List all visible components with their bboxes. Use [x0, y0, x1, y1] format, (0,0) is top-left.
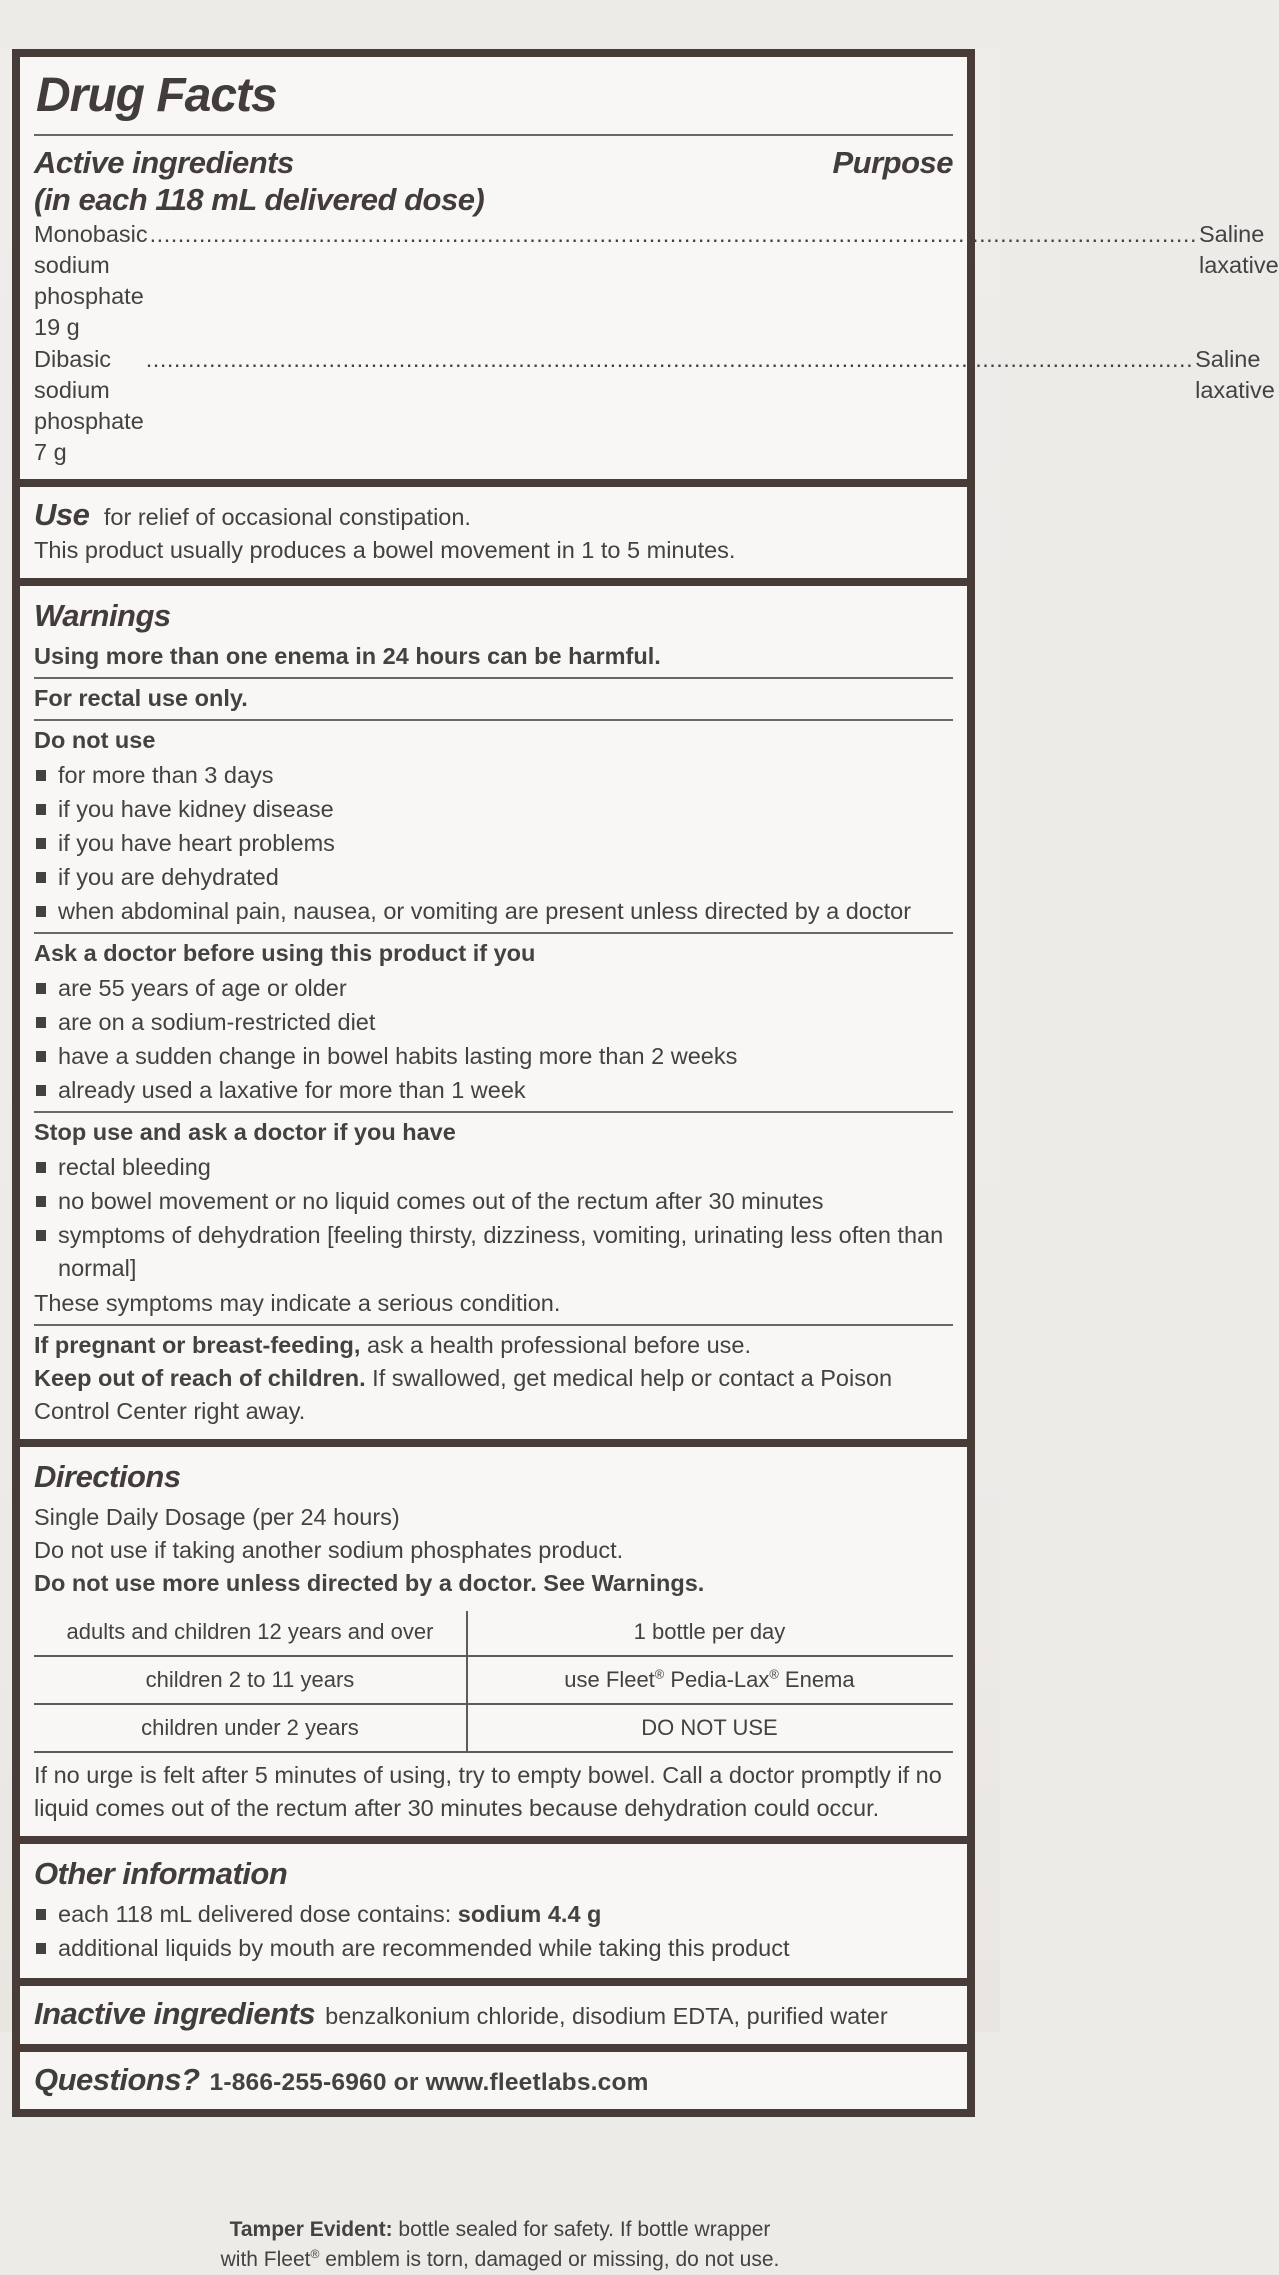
inactive-ingredients-text: benzalkonium chloride, disodium EDTA, purified water	[325, 2003, 888, 2029]
divider	[34, 1324, 953, 1326]
sodium-statement: each 118 mL delivered dose contains:	[58, 1901, 458, 1927]
dotted-leader	[146, 344, 1193, 375]
use-text: for relief of occasional constipation.	[97, 504, 471, 530]
list-item-text: if you have heart problems	[58, 830, 335, 856]
square-bullet-icon	[36, 1943, 46, 1954]
divider	[34, 677, 953, 679]
directions-line-3: Do not use more unless directed by a doctor. See Warnings.	[34, 1570, 705, 1596]
list-item	[34, 1151, 953, 1184]
dose-text: Enema	[778, 1667, 855, 1692]
dosage-table	[34, 1609, 953, 1753]
keep-out-of-reach-rest: If swallowed, get medical help or contact a Poison Control Center right away.	[34, 1365, 893, 1424]
tamper-evident-label: Tamper Evident:	[229, 2218, 393, 2241]
tamper-evident-text: emblem is torn, damaged or missing, do not use.	[319, 2248, 780, 2271]
list-item	[34, 861, 953, 894]
directions-heading: Directions	[34, 1459, 181, 1494]
list-item-text: symptoms of dehydration [feeling thirsty, dizziness, vomiting, urinating less often than normal]	[58, 1222, 944, 1281]
list-item-text: have a sudden change in bowel habits lasting more than 2 weeks	[58, 1043, 738, 1069]
square-bullet-icon	[36, 1085, 46, 1096]
square-bullet-icon	[36, 1051, 46, 1062]
section-use	[20, 487, 967, 586]
purpose-heading: Purpose	[832, 145, 953, 180]
questions-heading: Questions?	[34, 2062, 200, 2097]
table-column-divider	[466, 1611, 468, 1751]
square-bullet-icon	[36, 1162, 46, 1173]
pregnant-warning	[34, 1329, 953, 1362]
tamper-evident-notice	[0, 2215, 1000, 2275]
dose-text: use Fleet	[564, 1667, 655, 1692]
square-bullet-icon	[36, 838, 46, 849]
active-ingredients-heading: Active ingredients	[34, 145, 294, 180]
warnings-rectal-only: For rectal use only.	[34, 685, 248, 711]
section-questions	[20, 2052, 967, 2109]
dose-text: Pedia-Lax	[664, 1667, 770, 1692]
ingredient-purpose: Saline laxative	[1195, 346, 1275, 403]
table-cell-dose	[466, 1657, 953, 1703]
square-bullet-icon	[36, 1196, 46, 1207]
registered-mark: ®	[310, 2247, 320, 2261]
stop-use-heading: Stop use and ask a doctor if you have	[34, 1119, 456, 1145]
list-item	[34, 759, 953, 792]
list-item-text: rectal bleeding	[58, 1154, 211, 1180]
ingredient-name: Monobasic sodium phosphate 19 g	[34, 221, 148, 340]
other-information-heading: Other information	[34, 1856, 288, 1891]
keep-out-of-reach-warning	[34, 1362, 953, 1428]
section-active-ingredients	[20, 57, 1279, 487]
section-directions	[20, 1447, 967, 1844]
list-item	[34, 1006, 953, 1039]
divider	[34, 932, 953, 934]
title-divider	[34, 134, 953, 136]
table-row	[34, 1705, 953, 1753]
list-item	[34, 827, 953, 860]
table-cell-age: children 2 to 11 years	[145, 1667, 355, 1692]
drug-facts-title: Drug Facts	[36, 69, 277, 122]
list-item-text: are 55 years of age or older	[58, 975, 347, 1001]
inactive-ingredients-heading: Inactive ingredients	[34, 1996, 316, 2031]
list-item-text: when abdominal pain, nausea, or vomiting are present unless directed by a doctor	[58, 898, 912, 924]
square-bullet-icon	[36, 983, 46, 994]
directions-line-2: Do not use if taking another sodium phosphates product.	[34, 1537, 624, 1563]
list-item	[34, 1898, 953, 1931]
ingredient-row-dibasic	[34, 344, 1275, 468]
ask-doctor-list	[34, 972, 953, 1107]
tamper-evident-text: bottle sealed for safety. If bottle wrapper	[392, 2218, 771, 2241]
list-item-text: already used a laxative for more than 1 week	[58, 1077, 526, 1103]
list-item-text: if you are dehydrated	[58, 864, 279, 890]
table-row	[34, 1609, 953, 1657]
dotted-leader	[150, 219, 1197, 250]
use-line	[34, 496, 953, 534]
use-text-2: This product usually produces a bowel movement in 1 to 5 minutes.	[34, 537, 736, 563]
list-item	[34, 1932, 953, 1965]
section-inactive-ingredients	[20, 1986, 967, 2052]
square-bullet-icon	[36, 1230, 46, 1241]
table-cell-dose: 1 bottle per day	[633, 1619, 786, 1644]
questions-line	[34, 2061, 953, 2098]
do-not-use-heading: Do not use	[34, 727, 156, 753]
active-ingredients-header-row	[34, 144, 953, 181]
questions-contact-text: 1-866-255-6960 or www.fleetlabs.com	[209, 2069, 649, 2096]
list-item	[34, 1219, 953, 1285]
divider	[34, 1111, 953, 1113]
ingredient-name: Dibasic sodium phosphate 7 g	[34, 346, 144, 465]
list-item-text: no bowel movement or no liquid comes out of the rectum after 30 minutes	[58, 1188, 824, 1214]
list-item	[34, 895, 953, 928]
square-bullet-icon	[36, 906, 46, 917]
divider	[34, 719, 953, 721]
section-warnings	[20, 586, 967, 1447]
other-information-list	[34, 1898, 953, 1965]
square-bullet-icon	[36, 872, 46, 883]
tamper-evident-line-2	[0, 2245, 1000, 2275]
active-ingredients-subheading: (in each 118 mL delivered dose)	[34, 182, 485, 217]
stop-use-note: These symptoms may indicate a serious condition.	[34, 1290, 561, 1316]
list-item-text: for more than 3 days	[58, 762, 274, 788]
tamper-evident-text: with Fleet	[220, 2248, 311, 2271]
table-row	[34, 1657, 953, 1705]
section-other-information	[20, 1844, 967, 1986]
warnings-harmful-statement: Using more than one enema in 24 hours can be harmful.	[34, 643, 661, 669]
list-item	[34, 793, 953, 826]
inactive-ingredients-line	[34, 1995, 953, 2033]
registered-mark: ®	[654, 1666, 665, 1682]
pregnant-warning-rest: ask a health professional before use.	[360, 1332, 752, 1358]
list-item	[34, 1040, 953, 1073]
registered-mark: ®	[769, 1666, 779, 1682]
square-bullet-icon	[36, 770, 46, 781]
pregnant-warning-bold: If pregnant or breast-feeding,	[34, 1332, 361, 1358]
page-background	[0, 49, 1279, 2271]
list-item-text	[58, 1898, 953, 1931]
list-item-text: if you have kidney disease	[58, 796, 334, 822]
table-cell-age: adults and children 12 years and over	[66, 1619, 434, 1644]
list-item	[34, 1185, 953, 1218]
directions-footnote: If no urge is felt after 5 minutes of using, try to empty bowel. Call a doctor promptly if no liquid comes out of the rectum after 30 minutes because dehydration could occur.	[34, 1762, 942, 1821]
tamper-evident-line-1	[0, 2215, 1000, 2245]
ask-doctor-heading: Ask a doctor before using this product if you	[34, 940, 536, 966]
warnings-heading: Warnings	[34, 598, 171, 633]
square-bullet-icon	[36, 804, 46, 815]
ingredient-row-monobasic	[34, 219, 1279, 343]
ingredient-purpose: Saline laxative	[1199, 221, 1279, 278]
sodium-amount: sodium 4.4 g	[457, 1901, 602, 1927]
directions-line-1: Single Daily Dosage (per 24 hours)	[34, 1504, 400, 1530]
list-item-text: additional liquids by mouth are recommended while taking this product	[58, 1935, 790, 1961]
do-not-use-list	[34, 759, 953, 928]
list-item	[34, 972, 953, 1005]
drug-facts-label	[12, 49, 1279, 2117]
use-heading: Use	[34, 497, 90, 532]
stop-use-list	[34, 1151, 953, 1285]
list-item	[34, 1074, 953, 1107]
list-item-text: are on a sodium-restricted diet	[58, 1009, 376, 1035]
table-cell-dose: DO NOT USE	[641, 1715, 778, 1740]
keep-out-of-reach-bold: Keep out of reach of children.	[34, 1365, 366, 1391]
square-bullet-icon	[36, 1909, 46, 1920]
table-cell-age: children under 2 years	[141, 1715, 359, 1740]
square-bullet-icon	[36, 1017, 46, 1028]
